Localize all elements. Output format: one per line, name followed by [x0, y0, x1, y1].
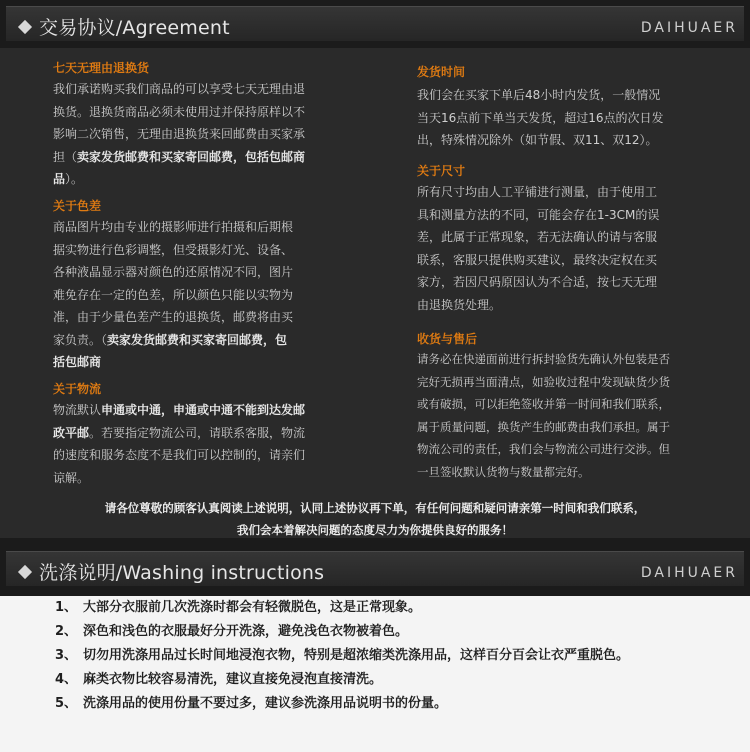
section-text [53, 78, 343, 191]
text-line: 当天16点前下单当天发货，超过16点的次日发 [417, 110, 664, 125]
text-line: 一旦签收默认货物与数量都完好。 [417, 464, 590, 479]
item-number: 1、 [55, 600, 78, 615]
text-line: 各种液晶显示器对颜色的还原情况不同，图片 [53, 265, 294, 279]
list-item [55, 620, 715, 644]
section-text [53, 399, 343, 489]
customer-notice [0, 497, 750, 541]
text-line: 商品图片均由专业的摄影师进行拍摄和后期根 [53, 220, 294, 234]
notice-line: 请各位尊敬的顾客认真阅读上述说明，认同上述协议再下单，有任何问题和疑问请亲第一时间和我们联系， [104, 501, 646, 515]
washing-title-text: 洗涤说明/Washing instructions [39, 562, 325, 584]
diamond-icon [18, 20, 32, 34]
bold-text: 括包邮商 [53, 355, 102, 369]
bold-text: 卖家发货邮费和买家寄回邮费，包 [107, 332, 288, 347]
bold-text: 品 [53, 172, 66, 186]
agreement-body [0, 48, 750, 538]
washing-list [55, 596, 715, 716]
text-line: 物流默认 [53, 403, 102, 417]
washing-title [20, 558, 324, 585]
agreement-title [20, 13, 230, 40]
agreement-header [0, 0, 750, 40]
text-line: 准，由于少量色差产生的退换货，邮费将由买 [53, 310, 294, 324]
list-item [55, 692, 715, 716]
text-line: 影响二次销售，无理由退换货来回邮费由买家承 [53, 127, 306, 141]
text-line: 难免存在一定的色差，所以颜色只能以实物为 [53, 287, 294, 302]
text-line: 由退换货处理。 [417, 297, 502, 312]
section-text [417, 84, 707, 152]
brand-label: DAIHUAER [640, 565, 738, 581]
agreement-title-text: 交易协议/Agreement [39, 17, 230, 39]
text-line: 联系，客服只提供购买建议，最终决定权在买 [417, 252, 658, 267]
text-line: 我们会在买家下单后48小时内发货，一般情况 [417, 88, 661, 102]
text-line: 。若要指定物流公司，请联系客服，物流 [89, 425, 306, 440]
item-number: 5、 [55, 696, 78, 711]
seven-day-return-section [53, 59, 343, 191]
section-text [417, 181, 707, 316]
washing-body [0, 596, 750, 752]
text-line: 请务必在快递面前进行拆封验货先确认外包装是否 [417, 352, 670, 366]
bold-text: 卖家发货邮费和买家寄回邮费，包括包邮商 [77, 149, 306, 164]
list-item [55, 668, 715, 692]
size-section [417, 162, 707, 316]
list-item [55, 596, 715, 620]
section-text [417, 348, 707, 483]
brand-label: DAIHUAER [640, 20, 738, 36]
text-line: 担（ [53, 149, 78, 164]
section-heading: 关于尺寸 [417, 164, 466, 178]
notice-line: 我们会本着解决问题的态度尽力为你提供良好的服务！ [237, 523, 513, 537]
washing-header [0, 545, 750, 585]
text-line: 物流公司的责任，我们会与物流公司进行交涉。但 [417, 442, 670, 456]
color-difference-section [53, 197, 343, 374]
text-line: 的速度和服务态度不是我们可以控制的，请亲们 [53, 448, 306, 462]
text-line: 完好无损再当面清点，如验收过程中发现缺货少货 [417, 374, 670, 389]
item-text: 洗涤用品的使用份量不要过多，建议参洗涤用品说明书的份量。 [83, 696, 448, 711]
section-heading: 发货时间 [417, 65, 466, 79]
item-text: 麻类衣物比较容易清洗，建议直接免浸泡直接清洗。 [83, 672, 383, 687]
section-heading: 关于物流 [53, 382, 102, 396]
text-line: 或有破损，可以拒绝签收并第一时间和我们联系， [417, 397, 670, 411]
text-line: ）。 [65, 172, 84, 186]
item-text: 切勿用洗涤用品过长时间地浸泡衣物，特别是超浓缩类洗涤用品，这样百分百会让衣严重脱色。 [83, 648, 630, 663]
section-heading: 七天无理由退换货 [53, 61, 150, 75]
text-line: 属于质量问题，换货产生的邮费由我们承担。属于 [417, 419, 670, 434]
diamond-icon [18, 565, 32, 579]
list-item [55, 644, 715, 668]
text-line: 家负责。（ [53, 332, 108, 347]
item-number: 4、 [55, 672, 78, 687]
text-line: 差，此属于正常现象，若无法确认的请与客服 [417, 230, 658, 244]
section-heading: 收货与售后 [417, 332, 478, 346]
text-line: 谅解。 [53, 470, 90, 485]
item-text: 大部分衣服前几次洗涤时都会有轻微脱色，这是正常现象。 [83, 600, 422, 615]
shipping-time-section [417, 63, 707, 152]
bold-text: 政平邮 [53, 425, 90, 440]
text-line: 据实物进行色彩调整，但受摄影灯光、设备、 [53, 242, 294, 257]
logistics-section [53, 380, 343, 489]
bold-text: 申通或中通，申通或中通不能到达发邮 [101, 403, 306, 417]
after-sales-section [417, 330, 707, 483]
item-number: 3、 [55, 648, 78, 663]
section-text [53, 216, 343, 374]
text-line: 具和测量方法的不同，可能会存在1-3CM的误 [417, 207, 660, 222]
item-number: 2、 [55, 624, 78, 639]
text-line: 出，特殊情况除外（如节假、双11、双12）。 [417, 133, 658, 147]
item-text: 深色和浅色的衣服最好分开洗涤，避免浅色衣物被着色。 [83, 624, 409, 639]
section-heading: 关于色差 [53, 199, 102, 213]
text-line: 家方，若因尺码原因认为不合适，按七天无理 [417, 275, 658, 289]
text-line: 所有尺寸均由人工平铺进行测量，由于使用工 [417, 185, 658, 199]
text-line: 我们承诺购买我们商品的可以享受七天无理由退 [53, 82, 306, 96]
text-line: 换货。退换货商品必须未使用过并保持原样以不 [53, 104, 306, 119]
